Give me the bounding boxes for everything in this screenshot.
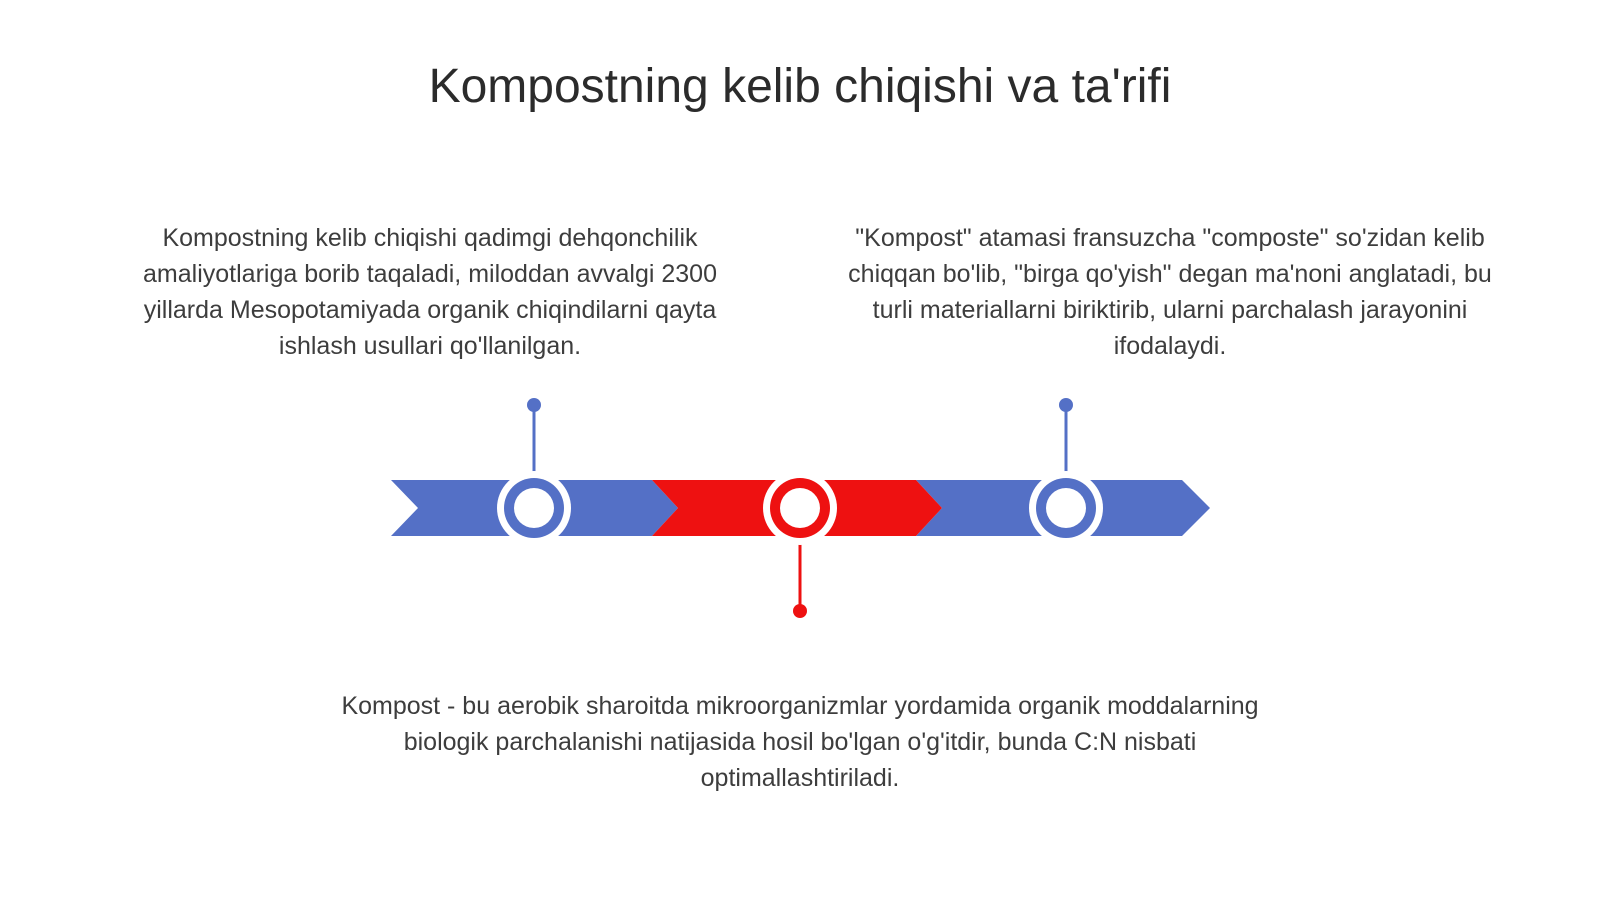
origin-text: Kompostning kelib chiqishi qadimgi dehqonchilik amaliyotlariga borib taqaladi, miloddan avvalgi 2300 yillarda Mesopotamiyada organik chiqindilarni qayta ishlash usullari qo'llanilgan. — [143, 224, 717, 360]
milestone-1-dot — [527, 398, 541, 412]
slide-title: Kompostning kelib chiqishi va ta'rifi — [428, 60, 1172, 113]
milestone-2-center — [780, 488, 820, 528]
milestone-3-dot — [1059, 398, 1073, 412]
milestone-2-dot — [793, 604, 807, 618]
milestone-3-center — [1046, 488, 1086, 528]
definition-text: Kompost - bu aerobik sharoitda mikroorganizmlar yordamida organik moddalarning biologik parchalanishi natijasida hosil bo'lgan o'g'itdir, bunda C:N nisbati optimallashtiriladi. — [341, 692, 1259, 792]
milestone-1-center — [514, 488, 554, 528]
etymology-text: "Kompost" atamasi fransuzcha "composte" so'zidan kelib chiqqan bo'lib, "birga qo'yish" degan ma'noni anglatadi, bu turli materiallarni biriktirib, ularni parchalash jarayonini ifodalaydi. — [848, 224, 1492, 360]
